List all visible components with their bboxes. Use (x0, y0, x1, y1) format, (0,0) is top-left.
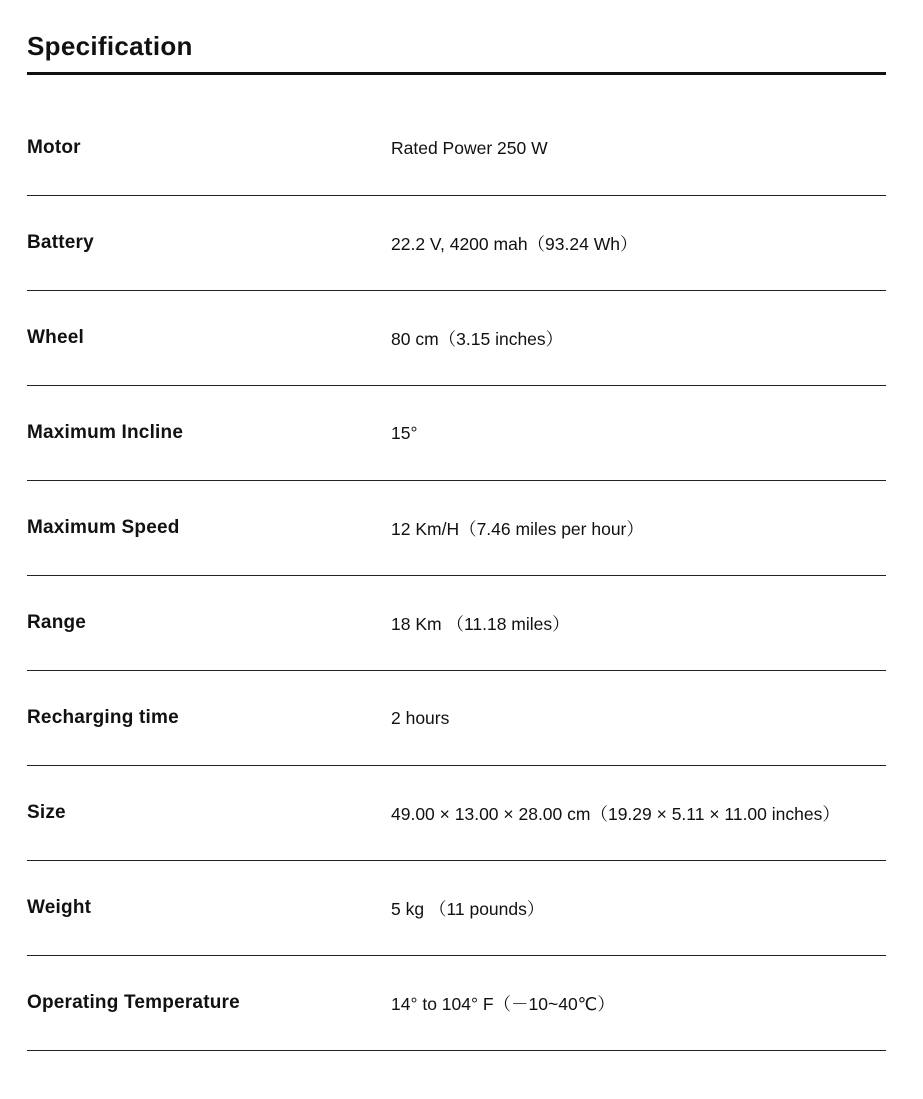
spec-value: 14° to 104° F（－10~40℃） (391, 993, 615, 1014)
spec-value: 5 kg （11 pounds） (391, 898, 545, 919)
spec-value: 22.2 V, 4200 mah（93.24 Wh） (391, 233, 638, 254)
spec-row-motor (27, 101, 886, 196)
spec-label: Size (27, 802, 66, 823)
spec-row-maximum-incline (27, 386, 886, 481)
spec-value: 15° (391, 422, 418, 443)
spec-value: 2 hours (391, 707, 450, 728)
spec-list (27, 101, 886, 1051)
spec-row-maximum-speed (27, 481, 886, 576)
spec-label: Recharging time (27, 707, 179, 728)
spec-row-weight (27, 861, 886, 956)
spec-value: Rated Power 250 W (391, 137, 548, 158)
spec-value: 18 Km （11.18 miles） (391, 613, 570, 634)
spec-label: Wheel (27, 327, 84, 348)
spec-label: Operating Temperature (27, 992, 240, 1013)
title-divider (27, 72, 886, 75)
spec-value: 49.00 × 13.00 × 28.00 cm（19.29 × 5.11 × 11.00 inches） (391, 803, 840, 824)
spec-row-battery (27, 196, 886, 291)
spec-label: Maximum Incline (27, 422, 184, 443)
spec-label: Range (27, 612, 87, 633)
spec-value: 80 cm（3.15 inches） (391, 328, 564, 349)
spec-row-range (27, 576, 886, 671)
spec-label: Maximum Speed (27, 517, 180, 538)
spec-label: Motor (27, 137, 81, 158)
spec-row-operating-temperature (27, 956, 886, 1051)
page-title: Specification (27, 31, 193, 61)
spec-row-size (27, 766, 886, 861)
spec-row-recharging-time (27, 671, 886, 766)
spec-label: Weight (27, 897, 92, 918)
spec-label: Battery (27, 232, 94, 253)
spec-row-wheel (27, 291, 886, 386)
specification-section (27, 0, 886, 1051)
spec-value: 12 Km/H（7.46 miles per hour） (391, 518, 644, 539)
